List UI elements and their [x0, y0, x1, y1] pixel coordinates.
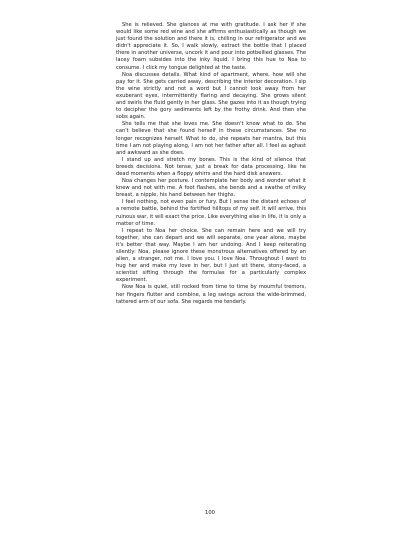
paragraph-8: Now Noa is quiet, still rocked from time to time by mournful tremors, her fingers flutter and combine, a leg swings across the wide-brimmed, tattered arm of our sofa. She regards me tenderly. — [116, 284, 306, 305]
paragraph-6: I feel nothing, not even pain or fury. But I sense the distant echoes of a remote battle, behind the fortified hilltops of my self. It will arrive, this ruinous war, it will exact the price. Like everything else in life, it is only a matter of time. — [116, 199, 306, 227]
paragraph-5: Noa changes her posture. I contemplate her body and wonder what it knew and not with me. A foot flashes, she bends and a swathe of milky breast, a nipple, his hand between her thighs. — [116, 178, 306, 199]
paragraph-7: I repeat to Noa her choice. She can remain here and we will try together, she can depart and we will separate, one year alone, maybe it's better that way. Maybe I am her undoing. And I keep reiterating silently: Noa, please ignore these monstrous alternatives offered by an alien, a stranger, not me. I love you. I love Noa. Throughout I want to hug her and make my love in her, but I just sit there, stony-faced, a scientist sifting through the formulas for a particularly complex experiment. — [116, 227, 306, 284]
paragraph-3: She tells me that she loves me. She doesn't know what to do. She can't believe that she found herself in these circumstances. She no longer recognizes herself. What to do, she repeats her mantra, but this time I am not playing along, I am not her father after all. I feel as aghast and awkward as she does. — [116, 121, 306, 156]
body-text — [116, 22, 306, 306]
paragraph-1: She is relieved. She glances at me with gratitude. I ask her if she would like some red wine and she affirms enthusiastically as though we just found the solution and there it is, chilling in our refrigerator and we didn't appreciate it. So, I walk slowly, extract the bottle that I placed there in another universe, uncork it and pour into potbellied glasses. The lacey foam subsides into the inky liquid. I bring this hue to Noa to consume. I click my tongue delighted at the taste. — [116, 22, 306, 71]
paragraph-4: I stand up and stretch my bones. This is the kind of silence that breeds decisions. Not tense, just a break for data processing, like he dead moments when a floppy whirrs and the hard disk answers. — [116, 156, 306, 177]
page-number: 100 — [205, 510, 215, 516]
paragraph-2: Noa discusses details. What kind of apartment, where, how will she pay for it. She gets carried away, describing the interior decoration. I sip the wine strictly and not a word but I cannot look away from her exuberant eyes, intermittently flaring and decaying. She grows silent and swirls the fluid gently in her glass. She gazes into it as though trying to decipher the gory sediments left by the frothy drink. And then she sobs again. — [116, 71, 306, 121]
